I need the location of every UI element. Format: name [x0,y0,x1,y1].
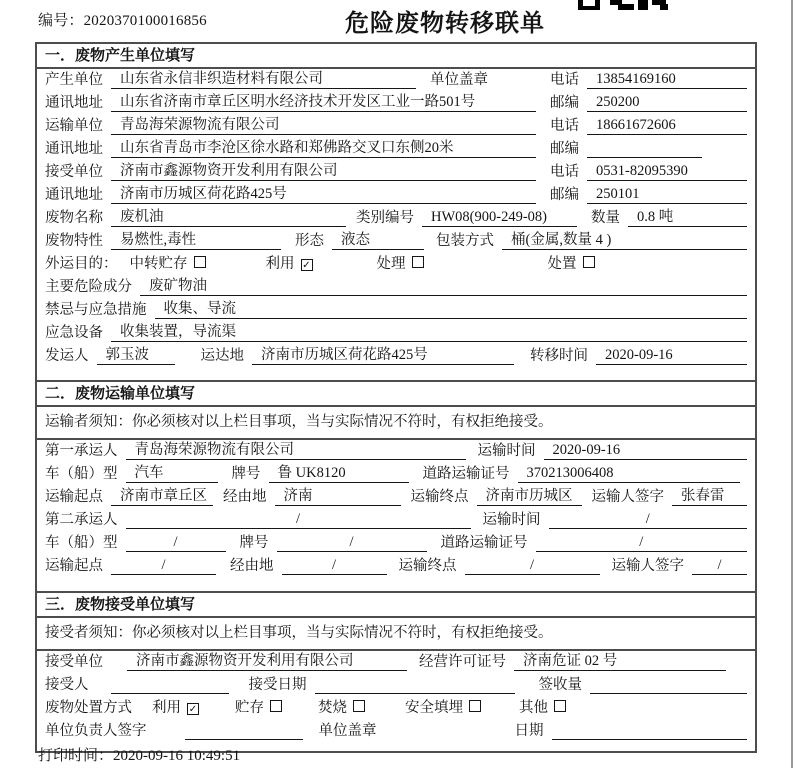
route2-row [37,555,755,578]
receiver-label: 接受单位 [45,164,103,180]
vehicle-type2-value: / [126,534,226,552]
section2-header: 二．废物运输单位填写 [37,380,755,407]
accept-unit-label: 接受单位 [45,654,103,670]
sender-value: 郭玉波 [97,347,175,365]
disposal-option-burn [318,700,365,717]
road-permit1-value: 370213006408 [518,465,740,483]
purpose-option-storage [130,256,206,273]
receiver-phone-label: 电话 [550,164,579,180]
category-label: 类别编号 [356,210,414,226]
hazard-component-label: 主要危险成分 [45,279,132,295]
purpose-option-dispose [548,256,595,273]
section3-header: 三．废物接受单位填写 [37,591,755,618]
accept-date-value [315,677,515,694]
road-permit2-label: 道路运输证号 [440,535,528,551]
purpose-treat-checkbox [412,256,424,268]
end2-label: 运输终点 [398,558,457,574]
carrier-sign2-value: / [692,557,747,575]
road-permit1-label: 道路运输证号 [422,466,510,482]
transporter-address-value: 山东省青岛市李沧区徐水路和郑佛路交叉口东侧20米 [111,140,536,158]
emergency-equipment-row [37,322,755,345]
license-label: 经营许可证号 [419,654,506,670]
license-value: 济南危证 02 号 [514,653,726,671]
vehicle-type2-label: 车（船）型 [45,535,118,551]
section1-header: 一．废物产生单位填写 [37,44,755,69]
manifest-form [35,42,757,753]
producer-phone-value: 13854169160 [587,71,747,89]
disposal-other-label: 其他 [519,700,548,716]
first-carrier-value: 青岛海荣源物流有限公司 [126,442,466,460]
disposal-store-checkbox [270,700,282,712]
disposal-landfill-checkbox [469,700,481,712]
chief-signature-row [37,720,755,743]
vehicle1-row [37,463,755,486]
destination-label: 运达地 [200,348,244,364]
transfer-time-label: 转移时间 [530,348,588,364]
origin2-value: / [111,557,216,575]
producer-address-row [37,92,755,115]
transporter-left [45,117,550,135]
packing-label: 包装方式 [436,233,494,249]
disposal-burn-checkbox [353,700,365,712]
sender-row [37,345,755,368]
date-label: 日期 [514,723,544,739]
transport-time2-label: 运输时间 [482,512,541,528]
plate-number1-label: 牌号 [231,466,261,482]
waste-character-row [37,230,755,253]
receiver-zip-value: 250101 [587,186,747,204]
plate-number2-value: / [277,534,427,552]
road-permit2-value: / [536,534,748,552]
emergency-measures-value: 收集、导流 [155,301,748,319]
quantity-value: 0.8 吨 [628,209,747,227]
receiver-notice: 接受者须知：你必须核对以上栏目事项，当与实际情况不符时，有权拒绝接受。 [37,618,755,651]
chief-signature-value [185,723,303,740]
disposal-use-checkbox: ✓ [188,704,198,715]
carrier-sign1-label: 运输人签字 [591,489,664,505]
disposal-method-label: 废物处置方式 [45,700,132,716]
receiver-left [45,163,550,181]
transporter-address-left [45,140,550,158]
chief-signature-label: 单位负责人签字 [45,723,147,739]
print-time [38,744,240,765]
transfer-purpose-label: 外运目的： [45,256,118,272]
end1-value: 济南市历城区 [477,488,582,506]
transporter-phone-value: 18661672606 [587,117,747,135]
via1-value: 济南 [275,488,401,506]
transfer-time-value: 2020-09-16 [596,347,747,365]
waste-form-value: 液态 [332,232,424,250]
producer-address-label: 通讯地址 [45,95,103,111]
transfer-purpose-row [37,253,755,276]
transporter-phone-label: 电话 [550,118,579,134]
waste-name-label: 废物名称 [45,210,103,226]
receiver-value: 济南市鑫源物资开发利用有限公司 [111,163,536,181]
unit-seal2-label: 单位盖章 [318,723,377,739]
emergency-measures-row [37,299,755,322]
producer-left [45,71,550,89]
producer-address-left [45,94,550,112]
emergency-equipment-value: 收集装置，导流渠 [111,324,747,342]
carrier-sign2-label: 运输人签字 [611,558,684,574]
receiver-phone-value: 0531-82095390 [587,163,747,181]
purpose-storage-checkbox [194,256,206,268]
acceptor-label: 接受人 [45,677,89,693]
transporter-notice: 运输者须知：你必须核对以上栏目事项，当与实际情况不符时，有权拒绝接受。 [37,407,755,440]
purpose-option-use [266,256,313,273]
doc-number [38,9,207,30]
emergency-equipment-label: 应急设备 [45,325,103,341]
disposal-option-landfill [405,700,481,717]
disposal-other-checkbox [554,700,566,712]
transport-time1-label: 运输时间 [477,443,536,459]
disposal-option-other [519,700,566,717]
disposal-landfill-label: 安全填埋 [405,700,463,716]
disposal-store-label: 贮存 [235,700,264,716]
origin1-value: 济南市章丘区 [111,488,213,506]
acceptor-value [111,677,229,694]
receiver-zip-label: 邮编 [550,187,579,203]
first-carrier-row [37,440,755,463]
destination-value: 济南市历城区荷花路425号 [252,347,514,365]
category-value: HW08(900-249-08) [422,209,577,227]
transport-time2-value: / [549,511,748,529]
transporter-address-label: 通讯地址 [45,141,103,157]
producer-zip-label: 邮编 [550,95,579,111]
second-carrier-row [37,509,755,532]
quantity-label: 数量 [591,210,620,226]
producer-address-value: 山东省济南市章丘区明水经济技术开发区工业一路501号 [111,94,536,112]
receiver-address-row [37,184,755,207]
transport-time1-value: 2020-09-16 [544,442,748,460]
waste-name-row [37,207,755,230]
unit-seal-label: 单位盖章 [430,72,488,88]
transporter-zip-value [587,141,702,158]
purpose-option-storage-label: 中转贮存 [129,256,188,272]
vehicle-type1-label: 车（船）型 [45,466,118,482]
first-carrier-label: 第一承运人 [45,443,118,459]
producer-phone-label: 电话 [550,72,579,88]
vehicle2-row [37,532,755,555]
purpose-option-use-label: 利用 [265,256,295,272]
packing-value: 桶(金属,数量 4 ) [502,232,747,250]
document-header [0,0,796,42]
end1-label: 运输终点 [410,489,469,505]
disposal-burn-label: 焚烧 [318,700,347,716]
producer-zip-value: 250200 [587,94,747,112]
sender-label: 发运人 [45,348,89,364]
vehicle-type1-value: 汽车 [126,465,218,483]
purpose-option-treat [377,256,424,273]
waste-character-label: 废物特性 [45,233,103,249]
origin1-label: 运输起点 [45,489,103,505]
print-time-label: 打印时间： [38,748,114,764]
disposal-method-row [37,697,755,720]
accept-unit-value: 济南市鑫源物资开发利用有限公司 [127,653,407,671]
accept-unit-row [37,651,755,674]
purpose-dispose-checkbox [583,256,595,268]
emergency-measures-label: 禁忌与应急措施 [45,302,147,318]
receiver-address-value: 济南市历城区荷花路425号 [111,186,536,204]
sign-quantity-label: 签收量 [538,677,582,693]
origin2-label: 运输起点 [45,558,103,574]
second-carrier-label: 第二承运人 [45,512,118,528]
receiver-address-left [45,186,550,204]
transporter-row [37,115,755,138]
end2-value: / [465,557,600,575]
disposal-use-label: 利用 [152,700,181,716]
waste-form-label: 形态 [295,233,324,249]
producer-label: 产生单位 [45,72,103,88]
qr-code-fragment [578,0,670,10]
route1-row [37,486,755,509]
waste-name-value: 废机油 [111,209,346,227]
doc-number-value: 2020370100016856 [83,13,207,29]
disposal-option-use [152,700,199,717]
waste-character-value: 易燃性,毒性 [111,232,281,250]
via2-label: 经由地 [230,558,274,574]
purpose-option-treat-label: 处理 [376,256,406,272]
page-title: 危险废物转移联单 [345,9,545,37]
disposal-option-store [235,700,282,717]
plate-number1-value: 鲁 UK8120 [269,465,409,483]
acceptor-row [37,674,755,697]
transporter-label: 运输单位 [45,118,103,134]
doc-number-label: 编号： [38,13,84,29]
second-carrier-value: / [126,511,471,529]
accept-date-label: 接受日期 [248,677,307,693]
page-edge-line [791,0,793,768]
print-time-value: 2020-09-16 10:49:51 [113,748,241,764]
hazard-component-row [37,276,755,299]
hazard-component-value: 废矿物油 [140,278,747,296]
transporter-value: 青岛海荣源物流有限公司 [111,117,536,135]
producer-value: 山东省永信非织造材料有限公司 [111,71,416,89]
date-value [552,723,748,740]
sign-quantity-value [590,677,747,694]
receiver-row [37,161,755,184]
producer-row [37,69,755,92]
via2-value: / [282,557,387,575]
carrier-sign1-value: 张春雷 [672,488,747,506]
transporter-zip-label: 邮编 [550,141,579,157]
transporter-address-row [37,138,755,161]
purpose-option-dispose-label: 处置 [547,256,577,272]
plate-number2-label: 牌号 [239,535,269,551]
receiver-address-label: 通讯地址 [45,187,103,203]
via1-label: 经由地 [223,489,267,505]
purpose-use-checkbox: ✓ [302,260,311,271]
